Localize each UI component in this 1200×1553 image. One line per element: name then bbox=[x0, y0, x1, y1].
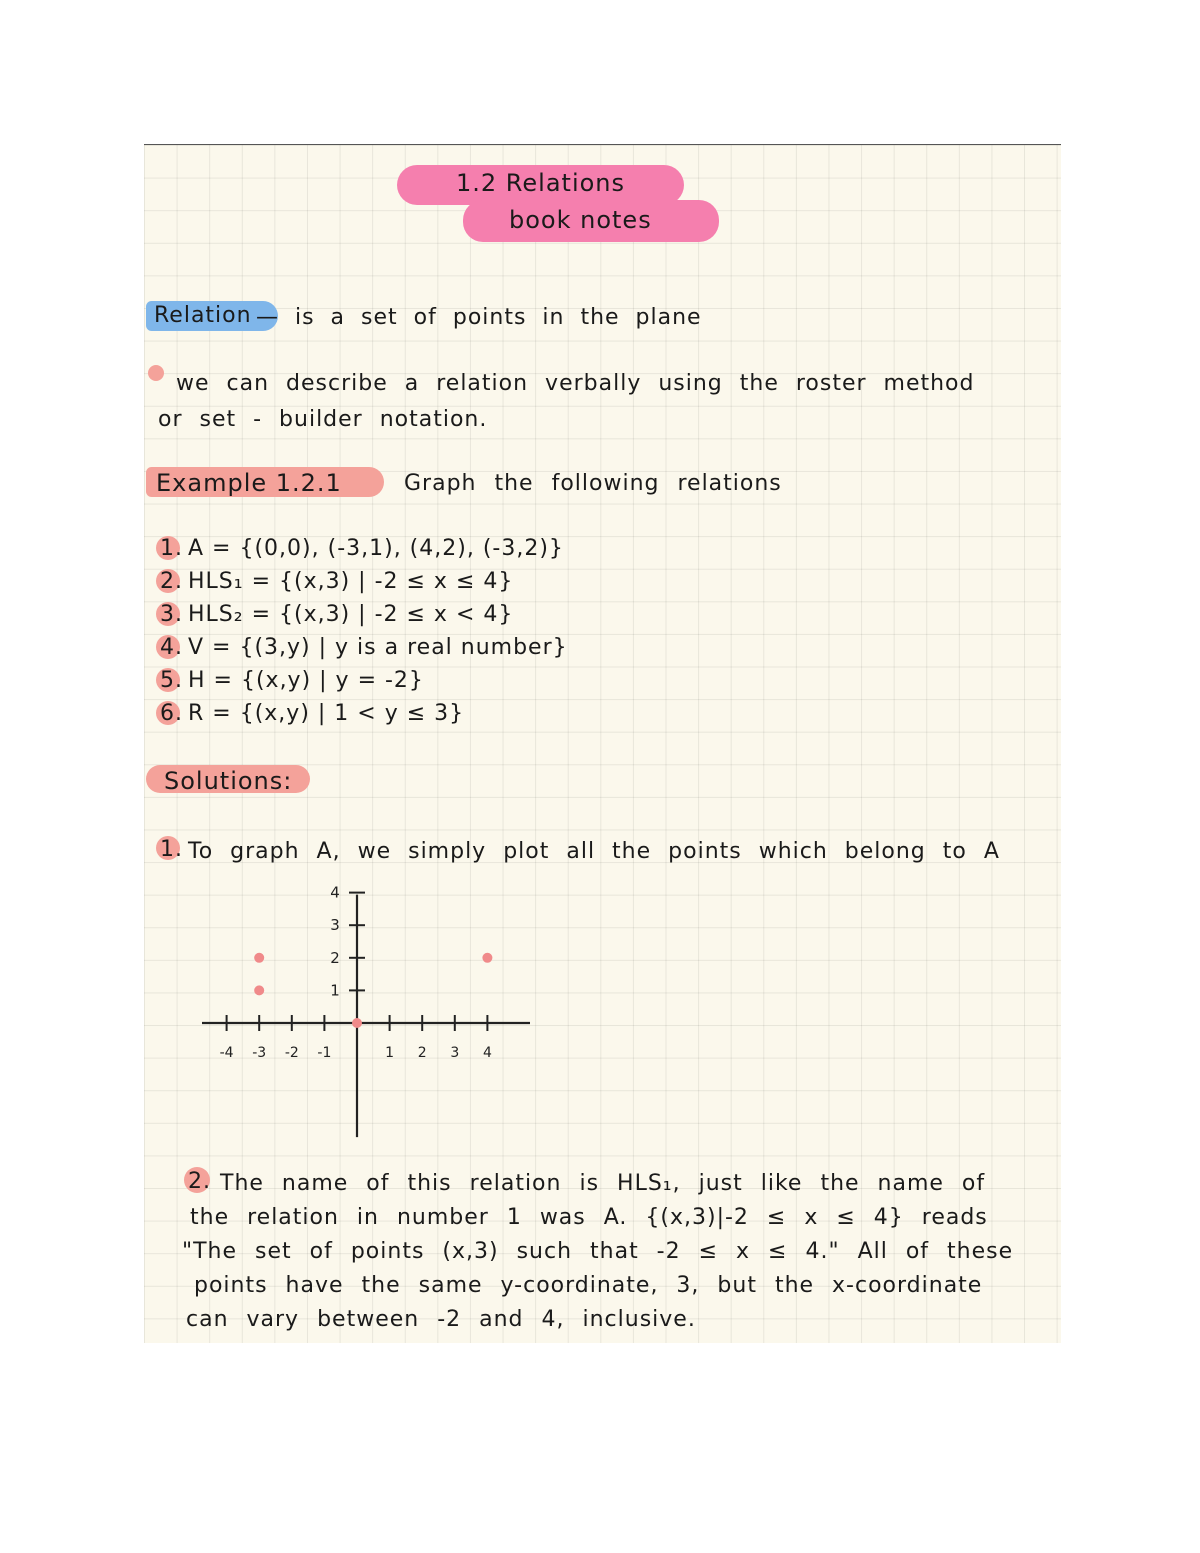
x-tick-label: 2 bbox=[417, 1045, 427, 1061]
relation-6-text: R = {(x,y) | 1 < y ≤ 3} bbox=[188, 701, 465, 726]
x-tick-label: 3 bbox=[450, 1045, 460, 1061]
relation-6-number: 6. bbox=[160, 701, 183, 726]
page-subtitle: book notes bbox=[509, 206, 652, 234]
solution-2-line-4: points have the same y-coordinate, 3, but the x-coordinate bbox=[194, 1273, 983, 1298]
example-text: Graph the following relations bbox=[404, 471, 782, 496]
x-tick-label: -1 bbox=[317, 1045, 332, 1061]
solutions-label: Solutions: bbox=[164, 767, 293, 795]
relation-3-number: 3. bbox=[160, 602, 183, 627]
solution-1-text: To graph A, we simply plot all the points which belong to A bbox=[188, 839, 1000, 864]
solution-1-number: 1. bbox=[160, 837, 183, 862]
relation-5-number: 5. bbox=[160, 668, 183, 693]
relation-4-number: 4. bbox=[160, 635, 183, 660]
y-tick-label: 4 bbox=[330, 883, 340, 902]
y-tick-label: 2 bbox=[330, 948, 340, 967]
x-tick-label: 1 bbox=[385, 1045, 395, 1061]
relation-2-text: HLS₁ = {(x,3) | -2 ≤ x ≤ 4} bbox=[188, 569, 514, 594]
relation-2-number: 2. bbox=[160, 569, 183, 594]
relation-5-text: H = {(x,y) | y = -2} bbox=[188, 668, 424, 693]
coordinate-graph bbox=[192, 883, 552, 1143]
solution-2-number: 2. bbox=[188, 1169, 211, 1194]
x-tick-label: 4 bbox=[482, 1045, 492, 1061]
solution-2-line-3: "The set of points (x,3) such that -2 ≤ x ≤ 4." All of these bbox=[182, 1239, 1014, 1264]
solution-2-line-1: The name of this relation is HLS₁, just like the name of bbox=[220, 1171, 986, 1196]
relation-1-text: A = {(0,0), (-3,1), (4,2), (-3,2)} bbox=[188, 536, 564, 561]
data-point bbox=[482, 953, 492, 963]
solution-2-line-2: the relation in number 1 was A. {(x,3)|-2 ≤ x ≤ 4} reads bbox=[190, 1205, 988, 1230]
example-label: Example 1.2.1 bbox=[156, 469, 342, 497]
data-point bbox=[254, 985, 264, 995]
x-tick-label: -2 bbox=[284, 1045, 299, 1061]
page-title: 1.2 Relations bbox=[456, 169, 626, 197]
relation-1-number: 1. bbox=[160, 536, 183, 561]
x-tick-label: -4 bbox=[219, 1045, 234, 1061]
bullet-line-2: or set - builder notation. bbox=[158, 407, 488, 432]
bullet-line-1: we can describe a relation verbally using the roster method bbox=[176, 371, 975, 396]
bullet-dot bbox=[148, 365, 164, 381]
solution-2-line-5: can vary between -2 and 4, inclusive. bbox=[186, 1307, 696, 1332]
relation-3-text: HLS₂ = {(x,3) | -2 ≤ x < 4} bbox=[188, 602, 514, 627]
data-point bbox=[254, 953, 264, 963]
definition-text: — is a set of points in the plane bbox=[256, 305, 702, 330]
data-point bbox=[352, 1018, 362, 1028]
y-tick-label: 1 bbox=[330, 981, 340, 1000]
notebook-page bbox=[144, 144, 1061, 1343]
y-tick-label: 3 bbox=[330, 916, 340, 935]
x-tick-label: -3 bbox=[252, 1045, 267, 1061]
definition-term: Relation bbox=[154, 303, 252, 328]
relation-4-text: V = {(3,y) | y is a real number} bbox=[188, 635, 568, 660]
